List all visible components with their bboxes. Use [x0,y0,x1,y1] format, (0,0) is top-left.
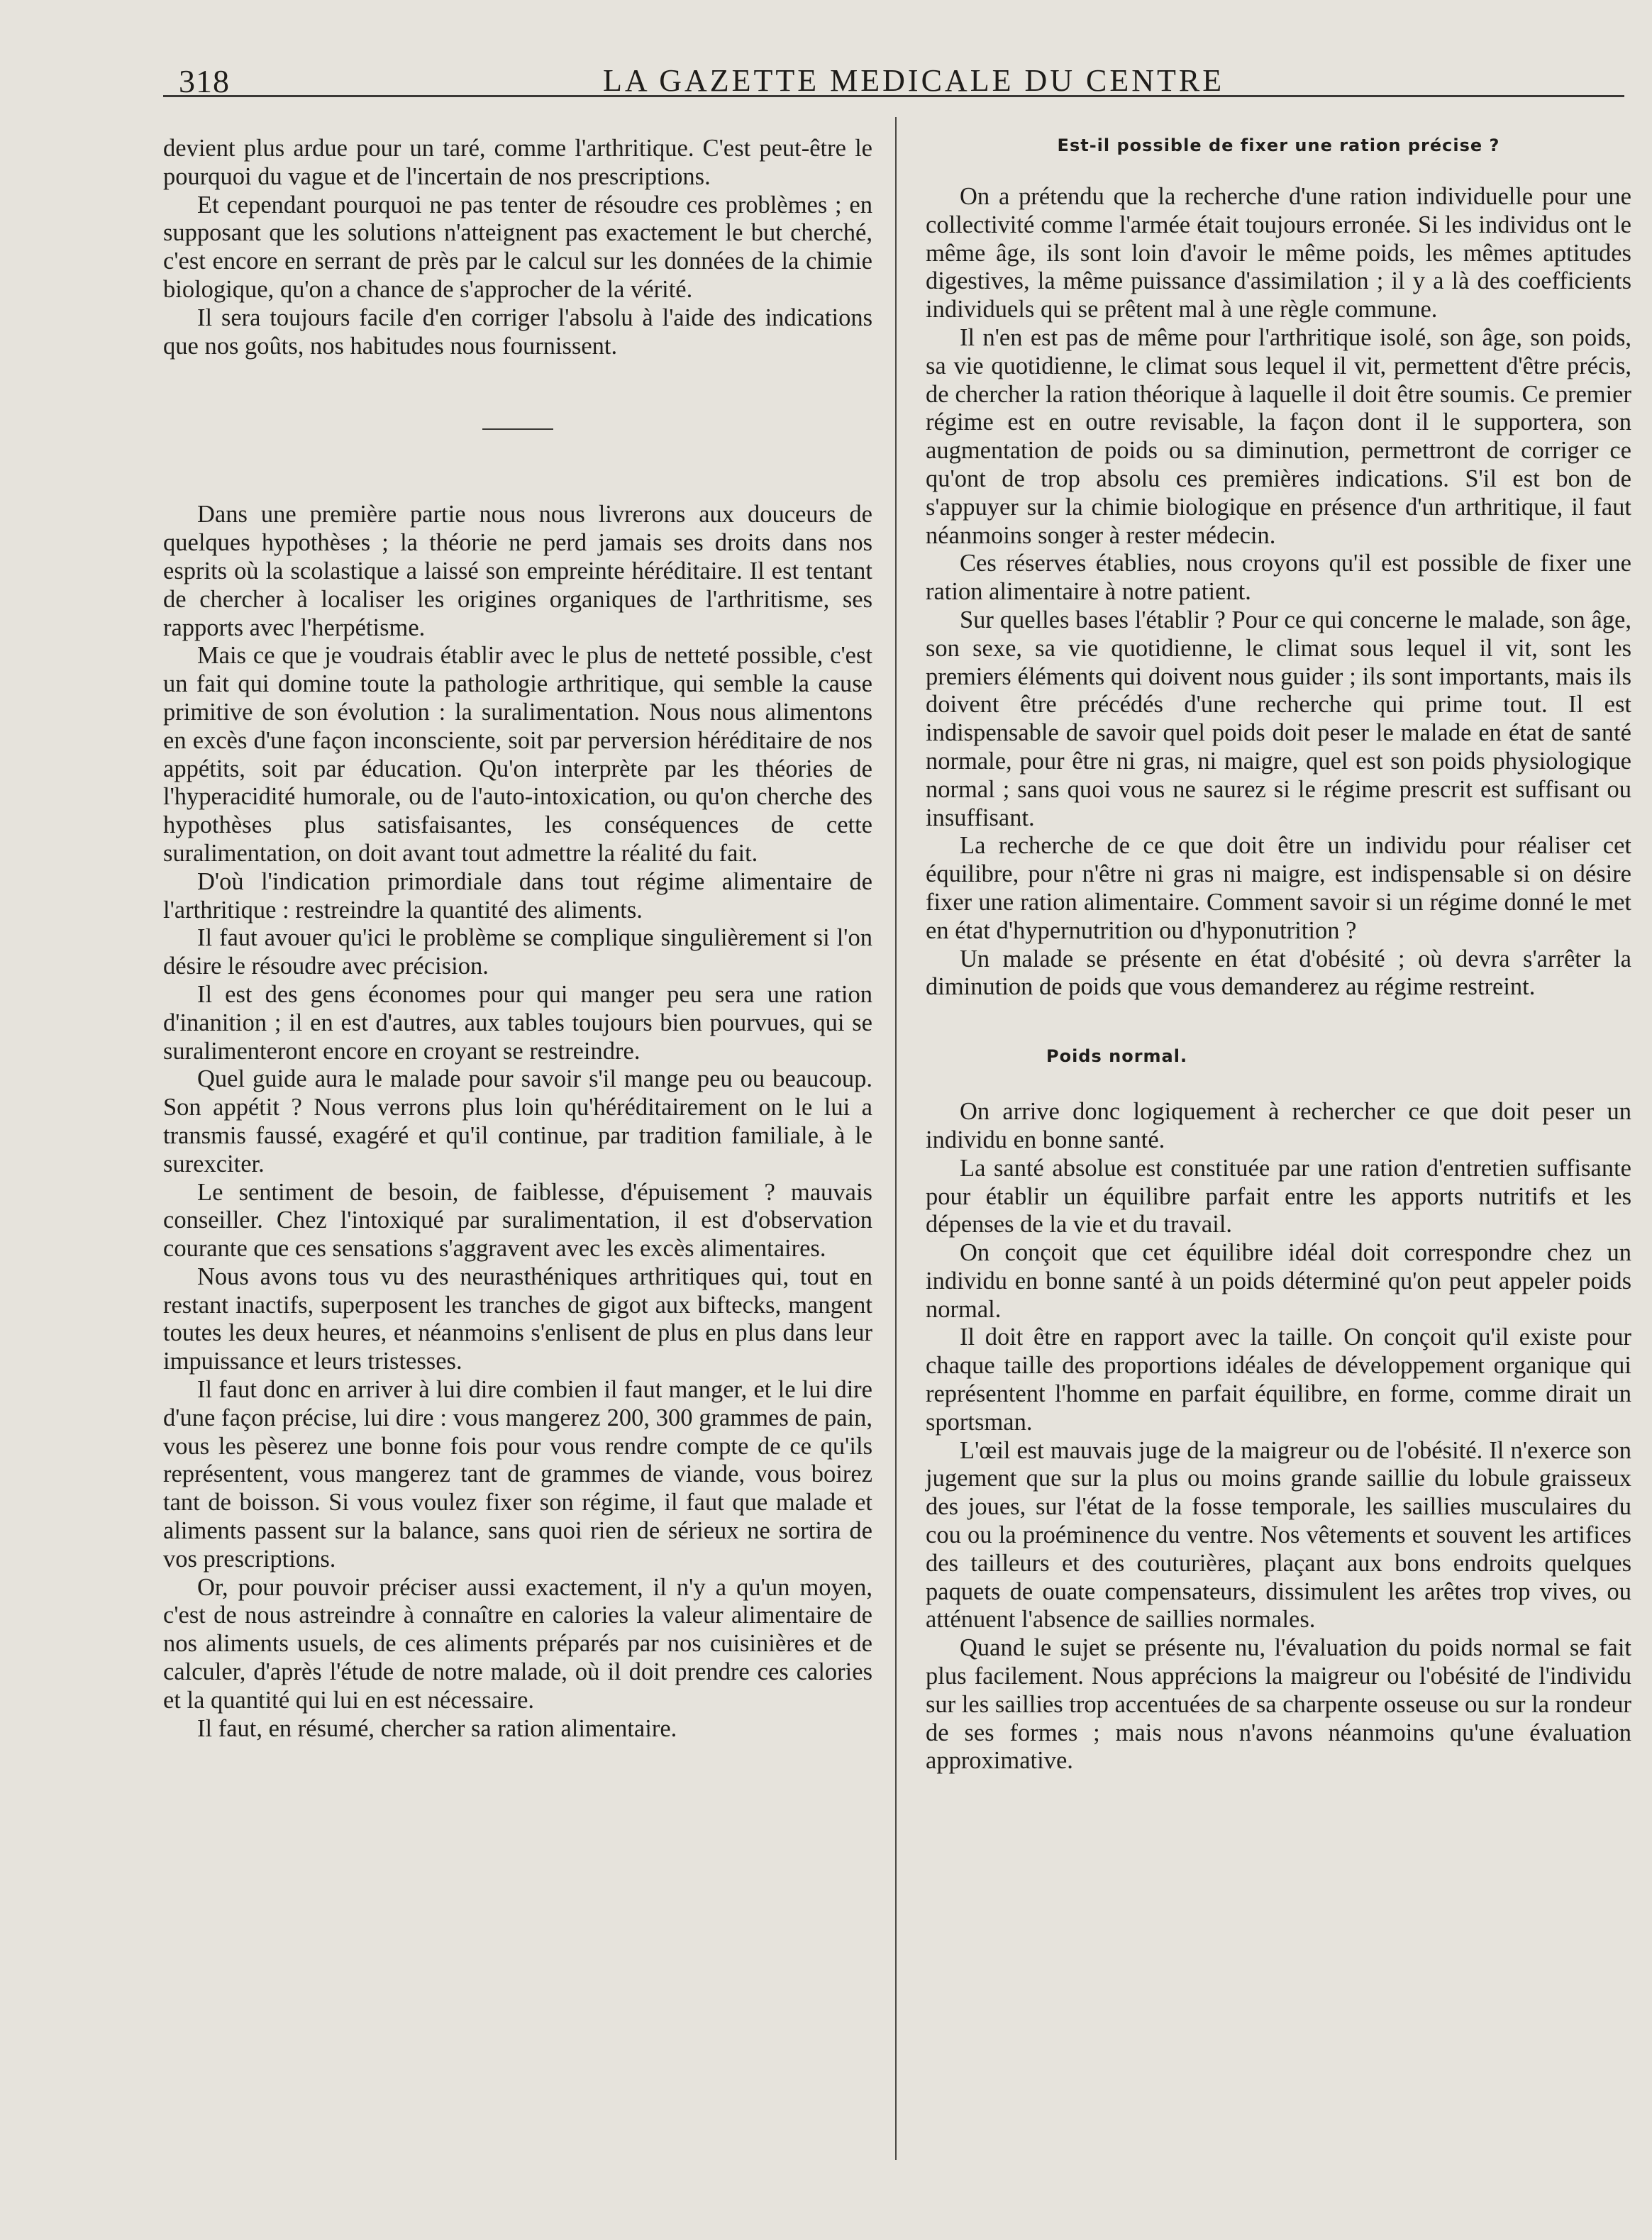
paragraph: Quand le sujet se présente nu, l'évaluation du poids normal se fait plus facilement. Nous apprécions la maigreur ou l'obésité de l'individu sur les saillies trop accentuées de sa charpente osseuse ou sur la rondeur de ses formes ; mais nous n'avons néanmoins qu'une évaluation approximative. [926,1634,1631,1775]
paragraph: devient plus ardue pour un taré, comme l'arthritique. C'est peut-être le pourquoi du vague et de l'incertain de nos prescriptions. [163,135,872,190]
paragraph: La recherche de ce que doit être un individu pour réaliser cet équilibre, pour n'être ni gras ni maigre, est indispensable si on désire fixer une ration alimentaire. Comment savoir si un régime donné le met en état d'hypernutrition ou d'hyponutrition ? [926,832,1631,944]
paragraph: Il est des gens économes pour qui manger peu sera une ration d'inanition ; il en est d'autres, aux tables toujours bien pourvues, qui se suralimenteront encore en croyant se restreindre. [163,980,872,1065]
page-header [163,55,1582,105]
section-separator [482,428,553,430]
header-rule [163,95,1624,97]
paragraph: L'œil est mauvais juge de la maigreur ou de l'obésité. Il n'exerce son jugement que sur la plus ou moins grande saillie du lobule graisseux des joues, sur l'état de la fosse temporale, les saillies musculaires du cou ou la proéminence du ventre. Nos vêtements et souvent les artifices des tailleurs et des couturières, plaçant aux bons endroits quelques paquets de ouate compensateurs, dissimulent les arêtes trop vives, ou atténuent l'absence de saillies normales. [926,1436,1631,1634]
page-number: 318 [179,63,230,99]
paragraph: On conçoit que cet équilibre idéal doit correspondre chez un individu en bonne santé à un poids déterminé qu'on peut appeler poids normal. [926,1239,1631,1323]
column-divider [895,117,897,2160]
right-column [926,135,1631,1775]
paragraph: Et cependant pourquoi ne pas tenter de résoudre ces problèmes ; en supposant que les solutions n'atteignent pas exactement le but cherché, c'est encore en serrant de près par le calcul sur les données de la chimie biologique, qu'on a chance de s'approcher de la vérité. [163,191,872,303]
section-heading: Poids normal. [1046,1046,1188,1067]
paragraph: Il faut avouer qu'ici le problème se complique singulièrement si l'on désire le résoudre avec précision. [163,924,872,980]
paragraph: Quel guide aura le malade pour savoir s'il mange peu ou beaucoup. Son appétit ? Nous verrons plus loin qu'héréditairement on le lui a transmis faussé, exagéré et qu'il continue, par tradition familiale, à le surexciter. [163,1065,872,1177]
paragraph: Il doit être en rapport avec la taille. On conçoit qu'il existe pour chaque taille des proportions idéales de développement organique qui représentent l'homme en parfait équilibre, en forme, comme dirait un sportsman. [926,1324,1631,1436]
paragraph: Un malade se présente en état d'obésité ; où devra s'arrêter la diminution de poids que vous demanderez au régime restreint. [926,945,1631,1001]
paragraph: Il n'en est pas de même pour l'arthritique isolé, son âge, son poids, sa vie quotidienne, le climat sous lequel il vit, permettent d'être précis, de chercher la ration théorique à laquelle il doit être soumis. Ce premier régime est en outre revisable, la façon dont il le supportera, son augmentation de poids ou sa diminution, permettront de corriger ce qu'ont de trop absolu ces premières indications. S'il est bon de s'appuyer sur la chimie biologique en présence d'un arthritique, il faut néanmoins songer à rester médecin. [926,323,1631,549]
paragraph: Il faut donc en arriver à lui dire combien il faut manger, et le lui dire d'une façon précise, lui dire : vous mangerez 200, 300 grammes de pain, vous les pèserez une bonne fois pour vous rendre compte de ce qu'ils représentent, vous mangerez tant de grammes de viande, vous boirez tant de boisson. Si vous voulez fixer son régime, il faut que malade et aliments passent sur la balance, sans quoi rien de sérieux ne sortira de vos prescriptions. [163,1376,872,1573]
paragraph: Il faut, en résumé, chercher sa ration alimentaire. [197,1714,677,1742]
left-column [163,135,872,1743]
section-heading: Est-il possible de fixer une ration précise ? [1057,135,1500,155]
paragraph: On a prétendu que la recherche d'une ration individuelle pour une collectivité comme l'armée était toujours erronée. Si les individus ont le même âge, ils sont loin d'avoir le même poids, les mêmes aptitudes digestives, la même puissance d'assimilation ; il y a là des coefficients individuels qui se prêtent mal à une règle commune. [926,183,1631,323]
paragraph: Le sentiment de besoin, de faiblesse, d'épuisement ? mauvais conseiller. Chez l'intoxiqué par suralimentation, il est d'observation courante que ces sensations s'aggravent avec les excès alimentaires. [163,1178,872,1263]
paragraph: La santé absolue est constituée par une ration d'entretien suffisante pour établir un équilibre parfait entre les apports nutritifs et les dépenses de la vie et du travail. [926,1154,1631,1238]
paragraph: Sur quelles bases l'établir ? Pour ce qui concerne le malade, son âge, son sexe, sa vie quotidienne, le climat sous lequel il vit, sont les premiers éléments qui doivent nous guider ; ils sont importants, mais ils doivent être précédés d'une recherche qui prime tout. Il est indispensable de savoir quel poids doit peser le malade en état de santé normale, pour être ni gras, ni maigre, quel est son poids physiologique normal ; sans quoi vous ne saurez si le régime prescrit est suffisant ou insuffisant. [926,606,1631,831]
paragraph: Or, pour pouvoir préciser aussi exactement, il n'y a qu'un moyen, c'est de nous astreindre à connaître en calories la valeur alimentaire de nos aliments usuels, de ces aliments préparés par nos cuisinières et de calculer, d'après l'étude de notre malade, où il doit prendre ces calories et la quantité qui lui en est nécessaire. [163,1573,872,1714]
journal-title: LA GAZETTE MEDICALE DU CENTRE [603,63,1225,98]
paragraph: On arrive donc logiquement à rechercher ce que doit peser un individu en bonne santé. [926,1098,1631,1153]
paragraph: Mais ce que je voudrais établir avec le plus de netteté possible, c'est un fait qui domine toute la pathologie arthritique, qui semble la cause primitive de son évolution : la suralimentation. Nous nous alimentons en excès d'une façon inconsciente, soit par perversion héréditaire de nos appétits, soit par éducation. Qu'on interprète par les théories de l'hyperacidité humorale, ou de l'auto-intoxication, ou qu'on cherche des hypothèses plus satisfaisantes, les conséquences de cette suralimentation, on doit avant tout admettre la réalité du fait. [163,642,872,867]
paragraph: Il sera toujours facile d'en corriger l'absolu à l'aide des indications que nos goûts, nos habitudes nous fournissent. [163,304,872,360]
paragraph: Nous avons tous vu des neurasthéniques arthritiques qui, tout en restant inactifs, superposent les tranches de gigot aux biftecks, mangent toutes les deux heures, et néanmoins s'enlisent de plus en plus dans leur impuissance et leurs tristesses. [163,1263,872,1375]
paragraph: D'où l'indication primordiale dans tout régime alimentaire de l'arthritique : restreindre la quantité des aliments. [163,867,872,924]
paragraph: Ces réserves établies, nous croyons qu'il est possible de fixer une ration alimentaire à notre patient. [926,550,1631,606]
paragraph: Dans une première partie nous nous livrerons aux douceurs de quelques hypothèses ; la théorie ne perd jamais ses droits dans nos esprits où la scolastique a laissé son empreinte héréditaire. Il est tentant de chercher à localiser les origines organiques de l'arthritisme, ses rapports avec l'herpétisme. [163,501,872,641]
